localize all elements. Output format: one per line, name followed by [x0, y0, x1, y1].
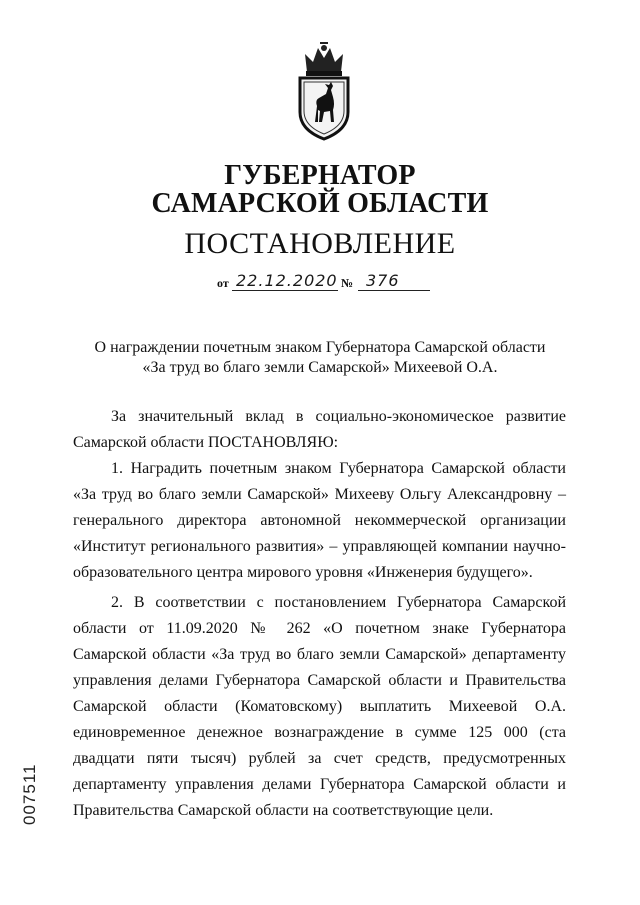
preamble-paragraph: За значительный вклад в социально-экономическое развитие Самарской области ПОСТАНОВЛЯЮ: [73, 408, 566, 451]
document-body [73, 404, 566, 824]
subject-line2: «За труд во благо земли Самарской» Михеевой О.А. [142, 359, 498, 376]
number-underline [358, 290, 430, 291]
subject-line1: О награждении почетным знаком Губернатора Самарской области [94, 339, 546, 356]
item-1-paragraph: 1. Наградить почетным знаком Губернатора Самарской области «За труд во благо земли Самарской» Михееву Ольгу Александровну – генерального директора автономной некоммерческой организации «Институт регионального развития» – управляющей компании научно-образовательного центра мирового уровня «Инженерия будущего». [73, 460, 566, 581]
date-label: от [217, 276, 229, 290]
document-number: 376 [366, 271, 400, 290]
samara-coat-of-arms-icon [293, 42, 355, 142]
margin-serial-number: 007511 [20, 763, 39, 825]
organization-title-line2: САМАРСКОЙ ОБЛАСТИ [151, 188, 489, 219]
item-2-paragraph: 2. В соответствии с постановлением Губернатора Самарской области от 11.09.2020 № 262 «О почетном знаке Губернатора Самарской области «За труд во благо земли Самарской» департаменту управления делами Губернатора Самарской области и Правительства Самарской области (Коматовскому) выплатить Михеевой О.А. единовременное денежное вознаграждение в сумме 125 000 (ста двадцати пяти тысяч) рублей за счет средств, предусмотренных департаменту управления делами Губернатора Самарской области и Правительства Самарской области на соответствующие цели. [73, 594, 566, 819]
document-reference [0, 271, 640, 294]
document-type: ПОСТАНОВЛЕНИЕ [184, 227, 456, 260]
date-underline [232, 290, 338, 291]
organization-title-line1: ГУБЕРНАТОР [224, 160, 416, 191]
number-label: № [341, 276, 354, 290]
document-subject [0, 338, 640, 378]
document-date: 22.12.2020 [236, 271, 338, 290]
